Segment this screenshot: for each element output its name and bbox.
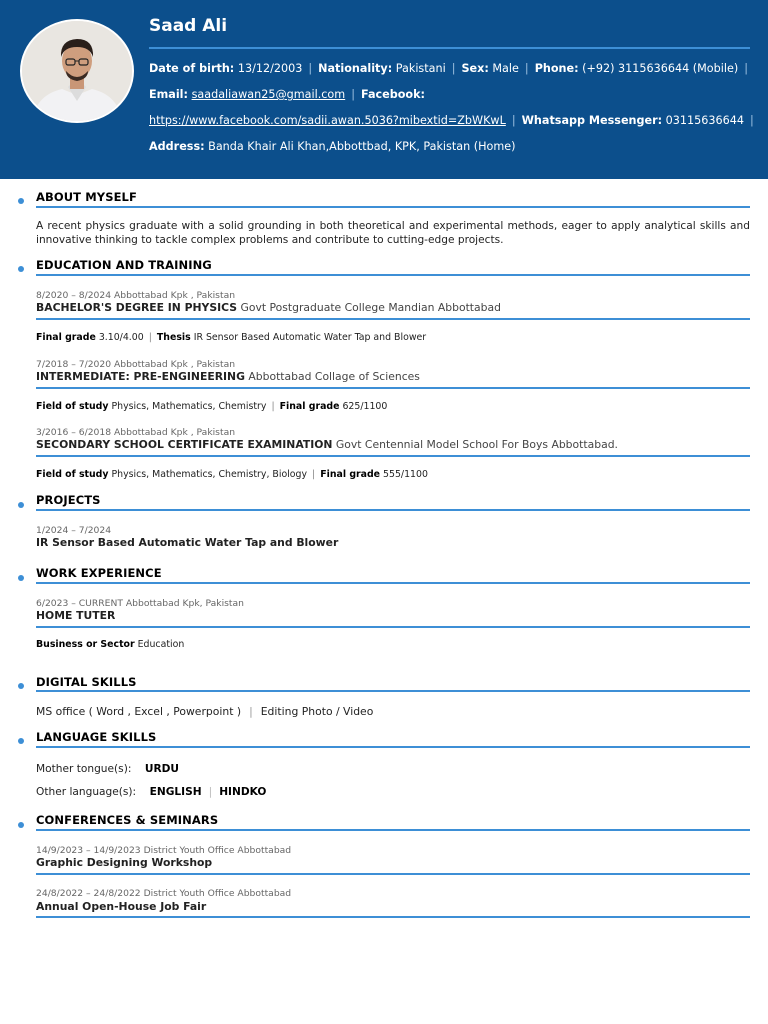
address-value: Banda Khair Ali Khan,Abbottbad, KPK, Pakistan (Home) — [208, 140, 516, 153]
detail-value: Physics, Mathematics, Chemistry, Biology — [111, 469, 308, 480]
skill-item: Editing Photo / Video — [260, 705, 374, 718]
facebook-link[interactable]: https://www.facebook.com/sadii.awan.5036?mibextid=ZbWKwL — [149, 114, 506, 127]
nationality-label: Nationality: — [318, 62, 393, 75]
detail-value: 625/1100 — [342, 401, 388, 412]
sex-label: Sex: — [461, 62, 489, 75]
section-title-about: ABOUT MYSELF — [36, 190, 137, 204]
detail-value: Physics, Mathematics, Chemistry — [111, 401, 267, 412]
section-rule — [36, 274, 750, 276]
detail-value: IR Sensor Based Automatic Water Tap and Blower — [193, 332, 427, 343]
degree-name: INTERMEDIATE: PRE-ENGINEERING — [36, 370, 245, 383]
personal-info-line-2 — [149, 88, 425, 102]
conference-title — [36, 900, 206, 913]
separator: | — [148, 332, 152, 343]
section-bullet — [18, 198, 24, 204]
detail-label: Thesis — [156, 332, 191, 343]
language-item: ENGLISH — [149, 786, 202, 798]
separator: | — [312, 469, 316, 480]
school-name: Govt Postgraduate College Mandian Abbottabad — [240, 301, 501, 314]
skill-item: MS office ( Word , Excel , Powerpoint ) — [36, 705, 242, 718]
language-item: HINDKO — [219, 786, 267, 798]
section-rule — [36, 746, 750, 748]
separator: | — [511, 114, 516, 127]
education-details — [36, 469, 428, 480]
section-title-language: LANGUAGE SKILLS — [36, 730, 157, 744]
address-label: Address: — [149, 140, 205, 153]
separator: | — [351, 88, 355, 101]
entry-rule — [36, 873, 750, 875]
detail-label: Field of study — [36, 401, 109, 412]
education-title — [36, 301, 501, 314]
mother-tongue-row — [36, 763, 179, 775]
section-rule — [36, 582, 750, 584]
mother-tongue-value: URDU — [144, 763, 180, 775]
candidate-name: Saad Ali — [149, 16, 228, 36]
dob-label: Date of birth: — [149, 62, 235, 75]
separator: | — [308, 62, 313, 75]
work-title — [36, 609, 115, 622]
school-name: Govt Centennial Model School For Boys Abbottabad. — [335, 438, 618, 451]
degree-name: SECONDARY SCHOOL CERTIFICATE EXAMINATION — [36, 438, 333, 451]
entry-rule — [36, 318, 750, 320]
separator: | — [249, 705, 253, 718]
section-bullet — [18, 502, 24, 508]
detail-label: Final grade — [36, 332, 96, 343]
header-banner — [0, 0, 768, 179]
section-rule — [36, 829, 750, 831]
digital-skills-list — [36, 705, 373, 718]
project-name: IR Sensor Based Automatic Water Tap and Blower — [36, 536, 339, 549]
detail-label: Field of study — [36, 469, 109, 480]
detail-value: Education — [137, 639, 185, 650]
separator: | — [749, 114, 754, 127]
section-rule — [36, 206, 750, 208]
email-link[interactable]: saadaliawan25@gmail.com — [191, 88, 346, 101]
facebook-label: Facebook: — [360, 88, 426, 101]
education-details — [36, 401, 387, 412]
dob-value: 13/12/2003 — [237, 62, 303, 75]
education-title — [36, 438, 618, 451]
separator: | — [208, 786, 213, 798]
education-meta: 7/2018 – 7/2020 Abbottabad Kpk , Pakistan — [36, 359, 236, 370]
conference-meta: 24/8/2022 – 24/8/2022 District Youth Office Abbottabad — [36, 888, 292, 899]
detail-label: Business or Sector — [36, 639, 135, 650]
section-rule — [36, 509, 750, 511]
section-bullet — [18, 822, 24, 828]
detail-label: Final grade — [320, 469, 381, 480]
section-title-work: WORK EXPERIENCE — [36, 566, 162, 580]
section-bullet — [18, 266, 24, 272]
education-title — [36, 370, 420, 383]
entry-rule — [36, 455, 750, 457]
entry-rule — [36, 626, 750, 628]
separator: | — [524, 62, 529, 75]
project-title — [36, 536, 338, 549]
entry-rule — [36, 916, 750, 918]
other-languages-row — [36, 786, 266, 798]
other-languages-label: Other language(s): — [36, 786, 137, 798]
separator: | — [271, 401, 275, 412]
degree-name: BACHELOR'S DEGREE IN PHYSICS — [36, 301, 238, 314]
separator: | — [451, 62, 456, 75]
personal-info-line-1 — [149, 62, 754, 76]
section-title-education: EDUCATION AND TRAINING — [36, 258, 212, 272]
phone-label: Phone: — [534, 62, 579, 75]
name-divider — [149, 47, 750, 49]
profile-photo — [20, 19, 134, 123]
personal-info-line-4 — [149, 140, 516, 154]
conference-title — [36, 856, 212, 869]
education-details — [36, 332, 426, 343]
section-rule — [36, 690, 750, 692]
education-meta: 3/2016 – 6/2018 Abbottabad Kpk , Pakistan — [36, 427, 236, 438]
conference-meta: 14/9/2023 – 14/9/2023 District Youth Office Abbottabad — [36, 845, 292, 856]
section-bullet — [18, 738, 24, 744]
section-title-digital: DIGITAL SKILLS — [36, 675, 137, 689]
detail-label: Final grade — [279, 401, 340, 412]
whatsapp-label: Whatsapp Messenger: — [521, 114, 663, 127]
phone-value: (+92) 3115636644 (Mobile) — [582, 62, 739, 75]
work-meta: 6/2023 – CURRENT Abbottabad Kpk, Pakistan — [36, 598, 244, 609]
section-bullet — [18, 683, 24, 689]
personal-info-line-3 — [149, 114, 760, 128]
entry-rule — [36, 387, 750, 389]
mother-tongue-label: Mother tongue(s): — [36, 763, 132, 775]
email-label: Email: — [149, 88, 188, 101]
education-meta: 8/2020 – 8/2024 Abbottabad Kpk , Pakistan — [36, 290, 236, 301]
separator: | — [744, 62, 748, 75]
conference-name: Annual Open-House Job Fair — [36, 900, 207, 913]
sex-value: Male — [492, 62, 519, 75]
section-title-conferences: CONFERENCES & SEMINARS — [36, 813, 219, 827]
about-text: A recent physics graduate with a solid grounding in both theoretical and experimental methods, eager to apply analytical skills and innovative thinking to tackle complex problems and contribute to cutting-edge projects. — [36, 220, 750, 246]
school-name: Abbottabad Collage of Sciences — [248, 370, 420, 383]
conference-name: Graphic Designing Workshop — [36, 856, 213, 869]
project-meta: 1/2024 – 7/2024 — [36, 525, 112, 536]
detail-value: 3.10/4.00 — [98, 332, 144, 343]
whatsapp-value: 03115636644 — [665, 114, 744, 127]
section-bullet — [18, 575, 24, 581]
work-role: HOME TUTER — [36, 609, 116, 622]
section-title-projects: PROJECTS — [36, 493, 101, 507]
detail-value: 555/1100 — [383, 469, 428, 480]
work-details — [36, 639, 184, 650]
nationality-value: Pakistani — [395, 62, 446, 75]
